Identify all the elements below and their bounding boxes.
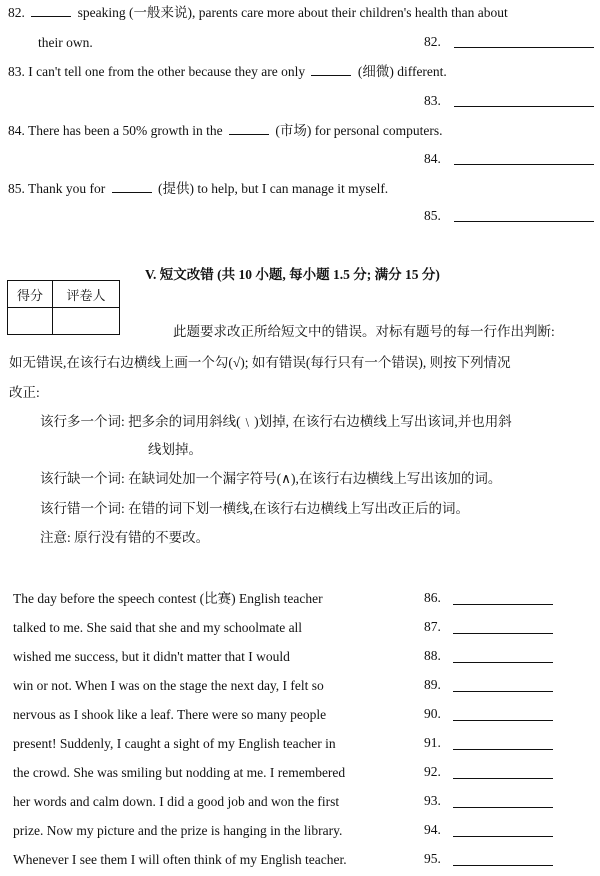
- instruction-line-1: 此题要求改正所给短文中的错误。对标有题号的每一行作出判断:: [173, 324, 555, 339]
- score-cell[interactable]: [8, 308, 53, 335]
- question-text-after: (细微) different.: [357, 64, 447, 79]
- question-text-after: (提供) to help, but I can manage it myself.: [158, 181, 389, 196]
- question-82: [8, 4, 508, 22]
- rule-wrong-word: 该行错一个词: 在错的词下划一横线,在该行右边横线上写出改正后的词。: [40, 501, 469, 516]
- instruction-line-2: 如无错误,在该行右边横线上画一个勾(√); 如有错误(每行只有一个错误), 则按下列情况: [9, 355, 511, 370]
- line-number: 89.: [424, 677, 441, 692]
- note: 注意: 原行没有错的不要改。: [40, 530, 210, 545]
- grader-header: 评卷人: [53, 281, 120, 308]
- line-number: 87.: [424, 619, 441, 634]
- line-number: 91.: [424, 735, 441, 750]
- grader-cell[interactable]: [53, 308, 120, 335]
- passage-line: her words and calm down. I did a good job and won the first: [13, 794, 340, 809]
- question-82-continued: their own.: [38, 35, 93, 50]
- correction-line[interactable]: [453, 604, 553, 605]
- correction-line[interactable]: [453, 749, 553, 750]
- instruction-line-3: 改正:: [9, 385, 40, 400]
- correction-line[interactable]: [453, 720, 553, 721]
- rule-extra-word: 该行多一个词: 把多余的词用斜线(﹨)划掉, 在该行右边横线上写出该词,并也用斜: [40, 414, 512, 429]
- line-number: 90.: [424, 706, 441, 721]
- score-header: 得分: [8, 281, 53, 308]
- question-number: 82.: [8, 5, 25, 20]
- fill-blank[interactable]: [31, 4, 71, 17]
- answer-line-84[interactable]: [454, 164, 594, 165]
- rule-extra-word-cont: 线划掉。: [148, 442, 202, 457]
- question-83: [8, 63, 447, 81]
- answer-line-83[interactable]: [454, 106, 594, 107]
- correction-line[interactable]: [453, 836, 553, 837]
- question-text-before: There has been a 50% growth in the: [28, 123, 223, 138]
- section-title: V. 短文改错 (共 10 小题, 每小题 1.5 分; 满分 15 分): [145, 267, 440, 282]
- passage-line: win or not. When I was on the stage the next day, I felt so: [13, 678, 324, 693]
- question-text-after: speaking (一般来说), parents care more about their children's health than about: [77, 5, 508, 20]
- line-number: 92.: [424, 764, 441, 779]
- fill-blank[interactable]: [112, 180, 152, 193]
- correction-line[interactable]: [453, 662, 553, 663]
- passage-line: nervous as I shook like a leaf. There were so many people: [13, 707, 327, 722]
- question-84: [8, 122, 443, 140]
- passage-line: talked to me. She said that she and my schoolmate all: [13, 620, 303, 635]
- question-text-before: I can't tell one from the other because they are only: [28, 64, 306, 79]
- correction-line[interactable]: [453, 691, 553, 692]
- passage-line: The day before the speech contest (比赛) English teacher: [13, 591, 323, 606]
- question-text-before: Thank you for: [28, 181, 106, 196]
- line-number: 86.: [424, 590, 441, 605]
- fill-blank[interactable]: [229, 122, 269, 135]
- line-number: 88.: [424, 648, 441, 663]
- answer-line-82[interactable]: [454, 47, 594, 48]
- question-number: 83.: [8, 64, 25, 79]
- passage-line: Whenever I see them I will often think of my English teacher.: [13, 852, 347, 867]
- question-number: 84.: [8, 123, 25, 138]
- rule-missing-word: 该行缺一个词: 在缺词处加一个漏字符号(∧),在该行右边横线上写出该加的词。: [40, 471, 502, 486]
- correction-line[interactable]: [453, 807, 553, 808]
- passage-line: wished me success, but it didn't matter that I would: [13, 649, 290, 664]
- question-text-after: (市场) for personal computers.: [275, 123, 443, 138]
- correction-line[interactable]: [453, 778, 553, 779]
- answer-line-85[interactable]: [454, 221, 594, 222]
- answer-number-84: 84.: [424, 151, 441, 166]
- line-number: 95.: [424, 851, 441, 866]
- line-number: 94.: [424, 822, 441, 837]
- score-table: [7, 280, 120, 335]
- answer-number-85: 85.: [424, 208, 441, 223]
- question-85: [8, 180, 388, 198]
- line-number: 93.: [424, 793, 441, 808]
- answer-number-82: 82.: [424, 34, 441, 49]
- correction-line[interactable]: [453, 865, 553, 866]
- passage-line: the crowd. She was smiling but nodding at me. I remembered: [13, 765, 346, 780]
- question-number: 85.: [8, 181, 25, 196]
- passage-line: prize. Now my picture and the prize is hanging in the library.: [13, 823, 343, 838]
- correction-line[interactable]: [453, 633, 553, 634]
- fill-blank[interactable]: [311, 63, 351, 76]
- answer-number-83: 83.: [424, 93, 441, 108]
- passage-line: present! Suddenly, I caught a sight of my English teacher in: [13, 736, 336, 751]
